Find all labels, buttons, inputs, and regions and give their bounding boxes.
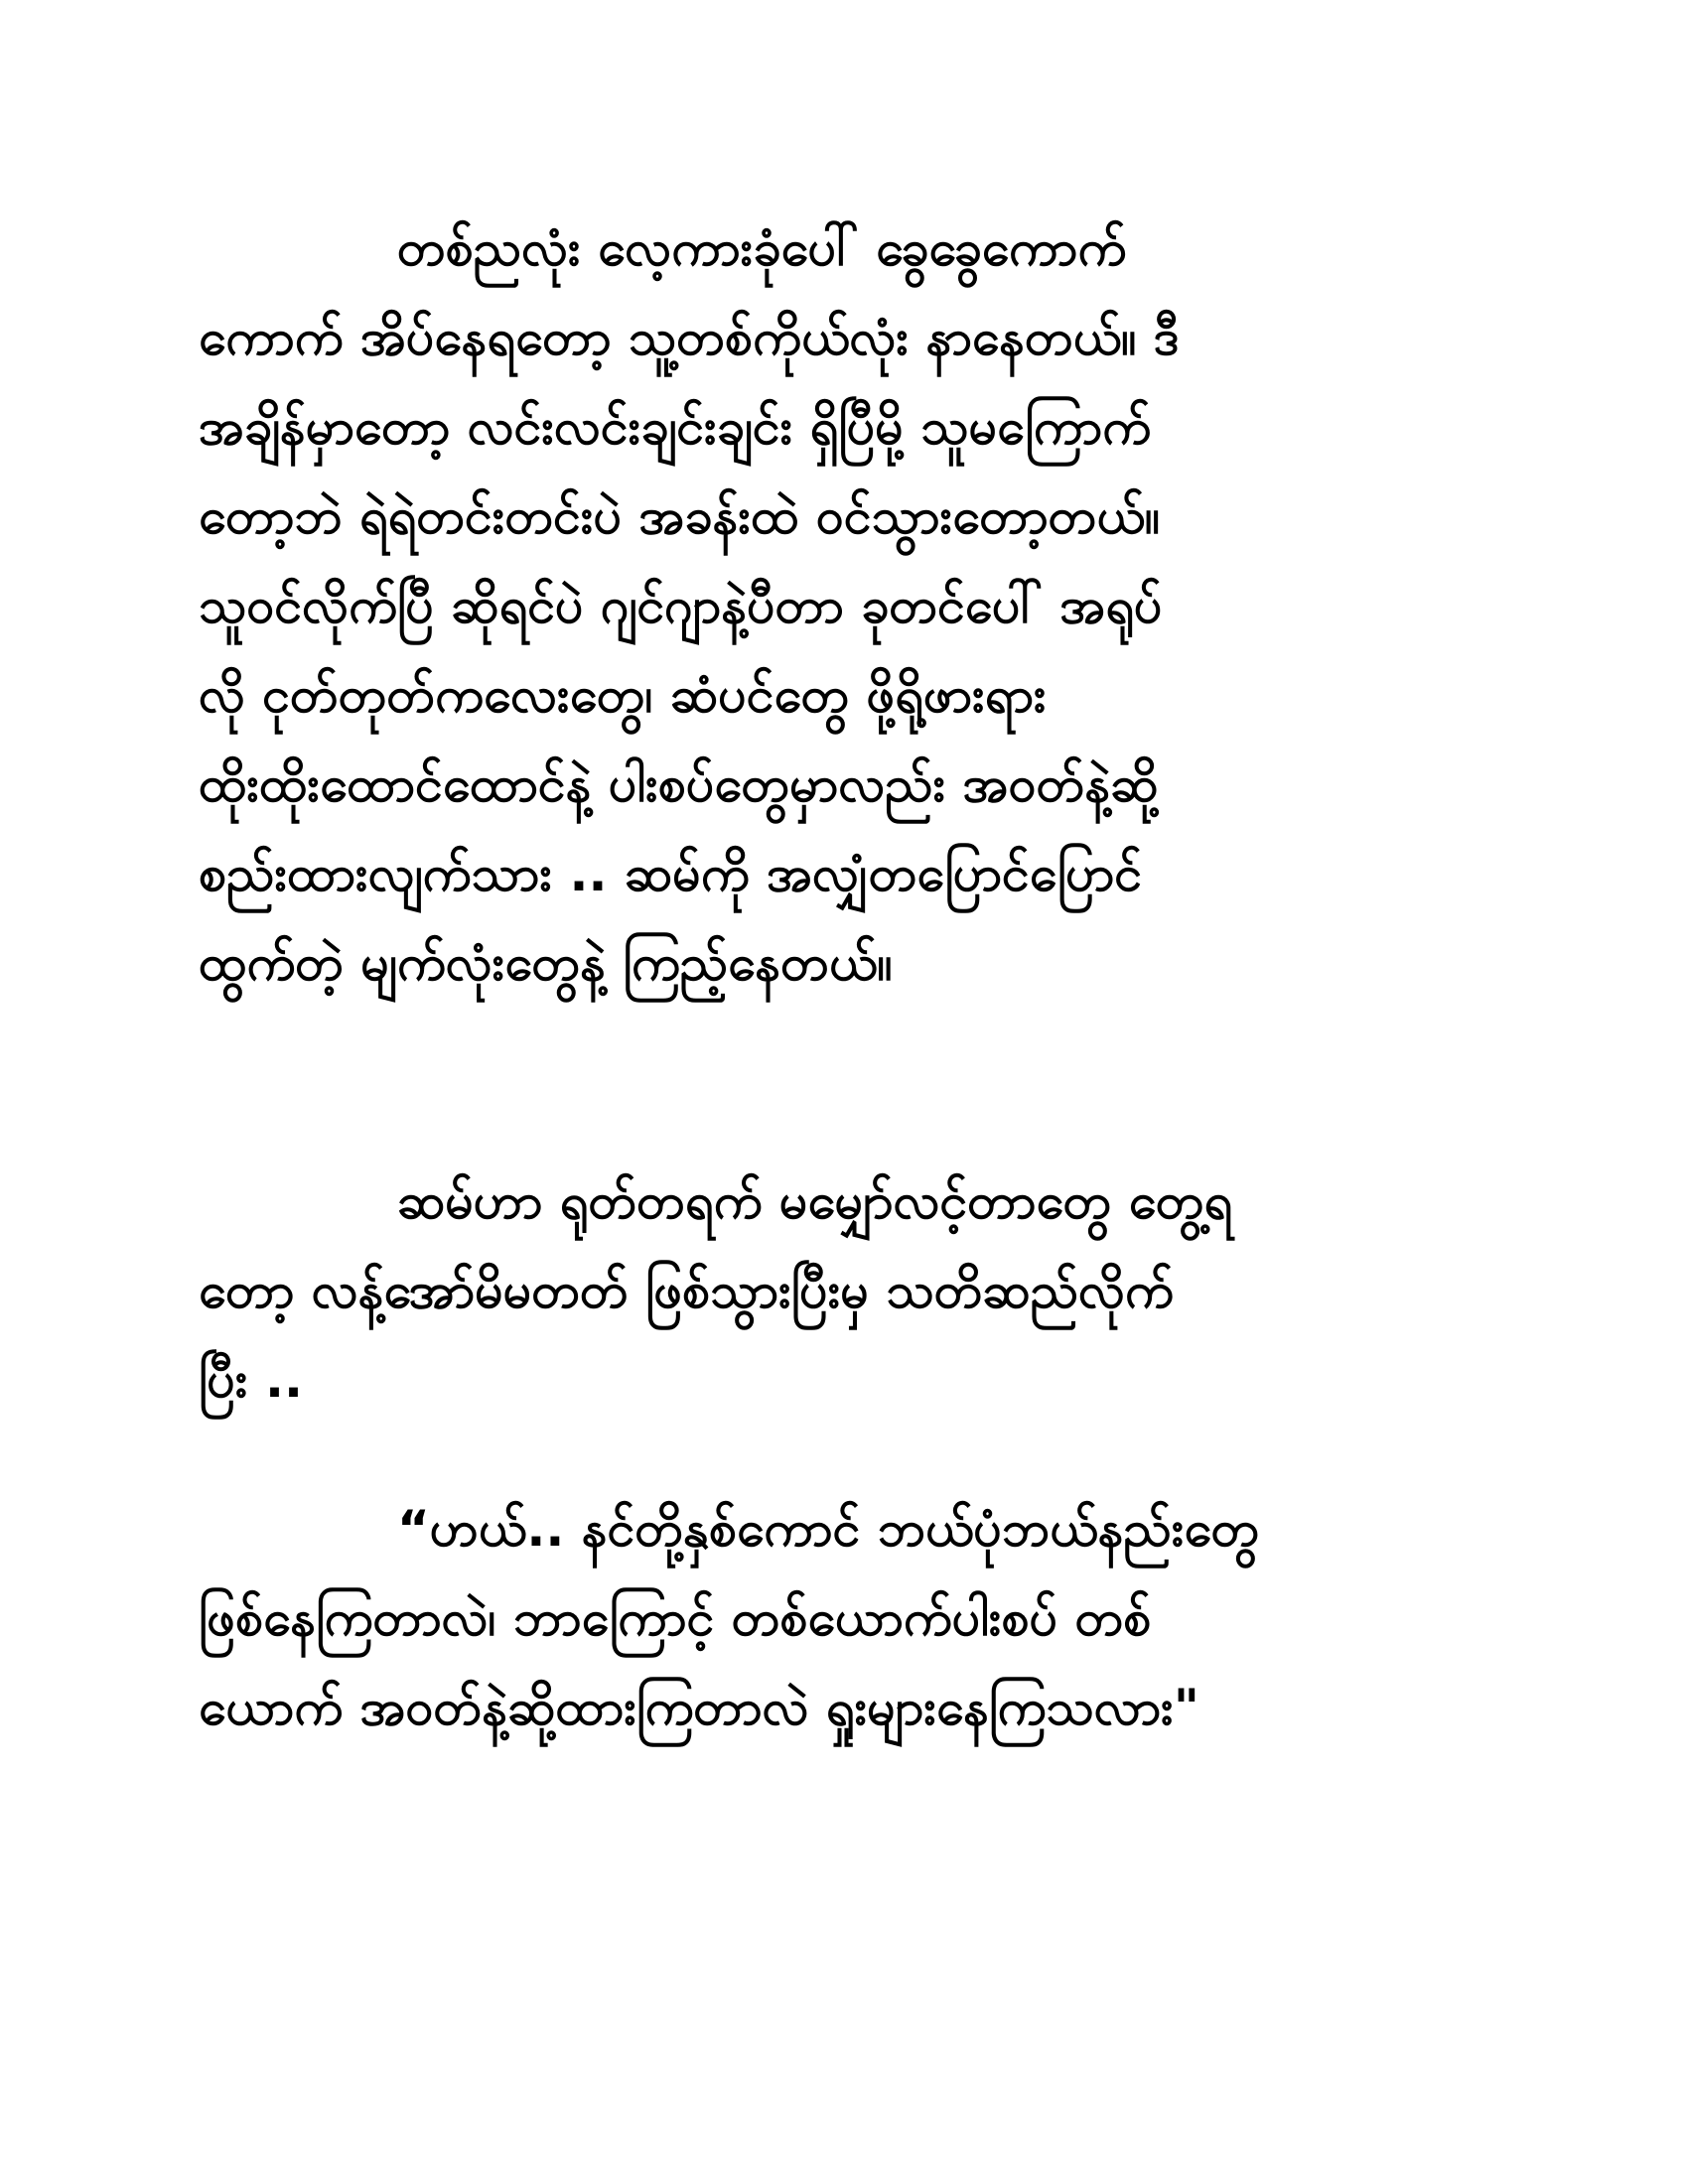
paragraph-1-line-6: လို ငုတ်တုတ်ကလေးတွေ၊ ဆံပင်တွေ ဖို့ရို့ဖားရား: [199, 666, 1047, 724]
paragraph-1-line-1: တစ်ညလုံး လေ့ကားခုံပေါ် ခွေခွေကောက်: [397, 219, 1127, 277]
paragraph-1-line-2: ကောက် အိပ်နေရတော့ သူ့တစ်ကိုယ်လုံး နာနေတယ်။ ဒီ: [199, 309, 1180, 366]
paragraph-1-line-9: ထွက်တဲ့ မျက်လုံးတွေနဲ့ ကြည့်နေတယ်။: [199, 934, 893, 992]
paragraph-1-line-3: အချိန်မှာတော့ လင်းလင်းချင်းချင်း ရှိပြီမို့ သူမကြောက်: [199, 398, 1152, 456]
paragraph-2-line-1: ဆမ်ဟာ ရုတ်တရက် မမျှော်လင့်တာတွေ တွေ့ရ: [397, 1172, 1233, 1230]
paragraph-3-line-2: ဖြစ်နေကြတာလဲ၊ ဘာကြောင့် တစ်ယောက်ပါးစပ် တစ်: [199, 1589, 1152, 1647]
paragraph-2-line-3: ပြီး ..: [199, 1351, 304, 1409]
paragraph-3-line-1: “ဟယ်.. နင်တို့နှစ်ကောင် ဘယ်ပုံဘယ်နည်းတွေ: [397, 1500, 1260, 1558]
paragraph-2-line-2: တော့ လန့်အော်မိမတတ် ဖြစ်သွားပြီးမှ သတိဆည်လိုက်: [199, 1262, 1174, 1319]
paragraph-1-line-7: ထိုးထိုးထောင်ထောင်နဲ့ ပါးစပ်တွေမှာလည်း အဝတ်နဲ့ဆို့: [199, 755, 1159, 813]
paragraph-3-line-3: ယောက် အဝတ်နဲ့ဆို့ထားကြတာလဲ ရှုးများနေကြသလား": [199, 1679, 1199, 1736]
paragraph-1-line-5: သူဝင်လိုက်ပြီ ဆိုရင်ပဲ ဂျင်ဂျာနဲ့ပီတာ ခုတင်ပေါ် အရုပ်: [199, 577, 1163, 634]
paragraph-1-line-4: တော့ဘဲ ရဲရဲတင်းတင်းပဲ အခန်းထဲ ဝင်သွားတော့တယ်။: [199, 487, 1160, 545]
paragraph-1-line-8: စည်းထားလျက်သား .. ဆမ်ကို အလျှံတပြောင်ပြောင်: [199, 845, 1143, 902]
